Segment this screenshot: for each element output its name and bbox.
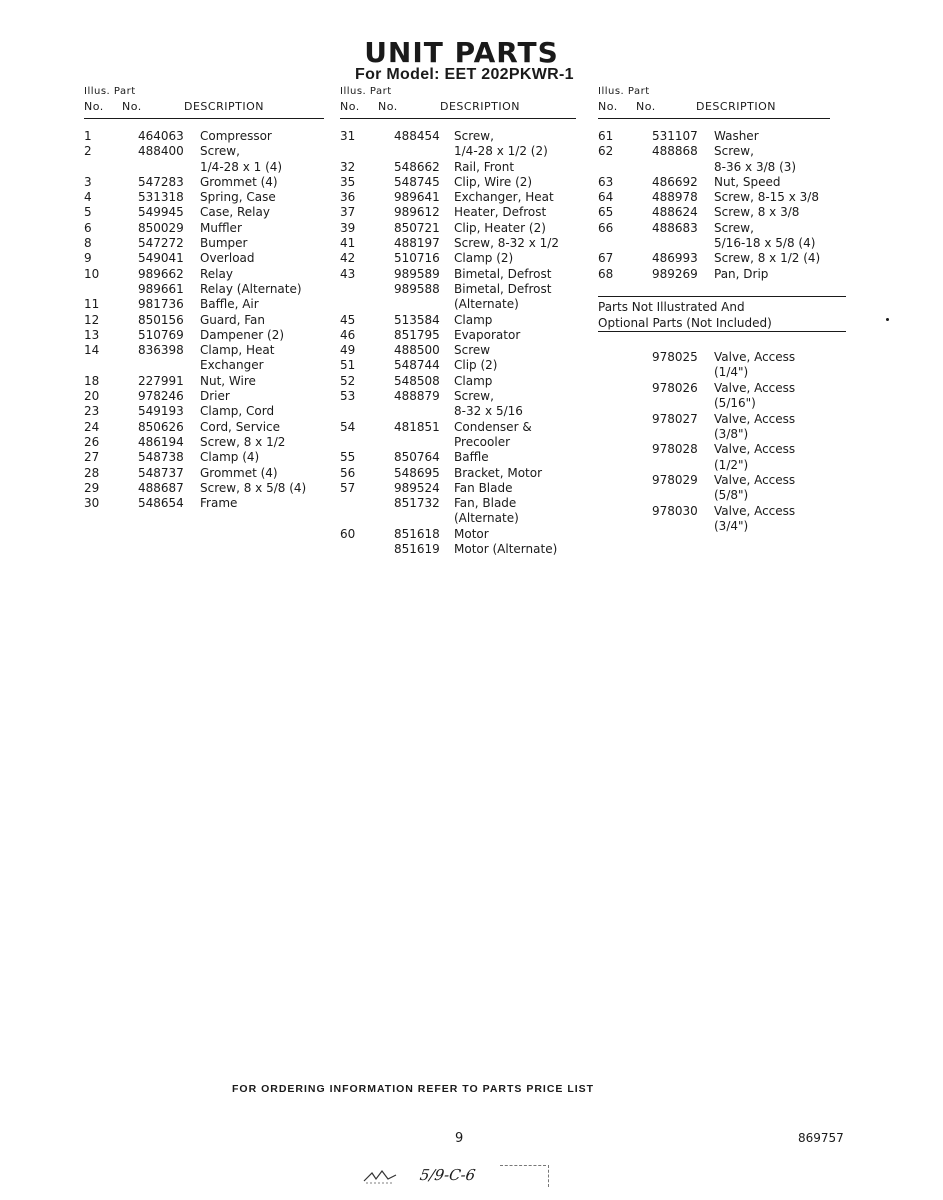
illus-number: 45 (340, 312, 356, 327)
part-description: Heater, Defrost (454, 205, 547, 220)
part-number: 548508 (394, 373, 440, 388)
part-description: Drier (200, 389, 230, 404)
part-description: (3/4") (714, 519, 749, 534)
part-description: (Alternate) (454, 511, 519, 526)
list-item (340, 282, 576, 297)
part-description: Screw, 8 x 1/2 (200, 434, 286, 449)
part-description: Baffle, Air (200, 297, 259, 312)
part-description: Baffle (454, 450, 489, 465)
list-item (84, 420, 324, 435)
illus-number: 41 (340, 236, 356, 251)
list-item (340, 542, 576, 557)
part-description: (5/16") (714, 396, 756, 411)
part-description: Screw, (714, 144, 754, 159)
page-title: UNIT PARTS (364, 36, 559, 69)
ordering-note: FOR ORDERING INFORMATION REFER TO PARTS PRICE LIST (232, 1083, 595, 1095)
part-description: Screw, 8-32 x 1/2 (454, 236, 559, 251)
list-item (598, 350, 848, 365)
parts-list (340, 129, 576, 557)
illus-number: 30 (84, 496, 100, 511)
part-description: (1/4") (714, 365, 749, 380)
list-item (84, 282, 324, 297)
list-item (340, 205, 576, 220)
illus-number: 13 (84, 327, 100, 342)
part-description: Exchanger (200, 358, 264, 373)
part-description: Valve, Access (714, 473, 796, 488)
list-item (598, 488, 848, 503)
part-number: 989661 (138, 281, 184, 296)
header-rule (84, 118, 324, 119)
part-description: Compressor (200, 129, 272, 143)
part-number: 978029 (652, 473, 698, 488)
part-description: Case, Relay (200, 205, 270, 220)
list-item (84, 358, 324, 373)
part-description: Clamp, Cord (200, 404, 275, 419)
list-item (340, 328, 576, 343)
header-rule (598, 118, 830, 119)
optional-parts-list (598, 350, 848, 535)
list-item (84, 190, 324, 205)
part-description: 8-32 x 5/16 (454, 404, 523, 419)
part-number: 547283 (138, 174, 184, 189)
part-description: Clip, Wire (2) (454, 174, 533, 189)
part-description: Motor (454, 526, 489, 541)
illus-number: 11 (84, 297, 100, 312)
part-description: Muffler (200, 220, 242, 235)
illus-number: 9 (84, 251, 92, 266)
list-item (84, 466, 324, 481)
part-number: 978025 (652, 349, 698, 364)
list-item (340, 190, 576, 205)
list-item (598, 190, 848, 205)
list-item (340, 343, 576, 358)
list-item (598, 144, 848, 159)
part-number: 978027 (652, 411, 698, 426)
illus-number: 3 (84, 174, 92, 189)
part-number: 531318 (138, 190, 184, 205)
part-number: 989524 (394, 480, 440, 495)
part-description: Fan Blade (454, 480, 513, 495)
part-description: Clip, Heater (2) (454, 220, 546, 235)
illus-number: 35 (340, 174, 356, 189)
list-item (84, 313, 324, 328)
illus-number: 6 (84, 220, 92, 235)
list-item (598, 396, 848, 411)
list-item (340, 313, 576, 328)
part-number: 486692 (652, 174, 698, 189)
part-number: 547272 (138, 236, 184, 251)
list-item (84, 404, 324, 419)
list-item (340, 175, 576, 190)
part-number: 488879 (394, 389, 440, 404)
part-number: 548737 (138, 465, 184, 480)
part-description: Clip (2) (454, 358, 498, 373)
list-item (84, 267, 324, 282)
list-item (340, 389, 576, 404)
list-item (340, 374, 576, 389)
list-item (340, 466, 576, 481)
part-number: 548695 (394, 465, 440, 480)
illus-part-label: Illus. Part (598, 86, 650, 97)
part-description: Screw, (714, 220, 754, 235)
illus-number: 37 (340, 205, 356, 220)
illus-number: 43 (340, 266, 356, 281)
part-number: 850764 (394, 450, 440, 465)
list-item (340, 236, 576, 251)
part-description: Frame (200, 496, 238, 511)
part-number: 989269 (652, 266, 698, 281)
illus-number: 66 (598, 220, 614, 235)
illus-number: 29 (84, 480, 100, 495)
illus-number: 53 (340, 389, 356, 404)
part-number: 486993 (652, 251, 698, 266)
part-description: (3/8") (714, 426, 749, 441)
list-item (84, 435, 324, 450)
part-description: Valve, Access (714, 503, 796, 518)
illus-number: 5 (84, 205, 92, 220)
list-item (598, 519, 848, 534)
part-number: 978246 (138, 389, 184, 404)
list-item (340, 267, 576, 282)
part-number: 488197 (394, 236, 440, 251)
part-description: 5/16-18 x 5/8 (4) (714, 236, 816, 251)
parts-column-3 (598, 86, 848, 535)
illus-number: 20 (84, 389, 100, 404)
part-description: Spring, Case (200, 190, 276, 205)
part-number: 989589 (394, 266, 440, 281)
list-item (84, 297, 324, 312)
optional-heading-line-1: Parts Not Illustrated And (598, 296, 846, 315)
part-description: 1/4-28 x 1 (4) (200, 159, 283, 174)
illus-number: 68 (598, 266, 614, 281)
illus-part-label: Illus. Part (340, 86, 392, 97)
part-no-label: No. (122, 100, 142, 113)
list-item (340, 297, 576, 312)
part-description: Bracket, Motor (454, 465, 543, 480)
part-description: Bumper (200, 236, 248, 251)
part-description: Clamp, Heat (200, 343, 275, 358)
list-item (598, 175, 848, 190)
part-description: Guard, Fan (200, 312, 265, 327)
list-item (598, 365, 848, 380)
list-item (598, 381, 848, 396)
list-item (84, 328, 324, 343)
part-description: Precooler (454, 434, 511, 449)
list-item (84, 129, 324, 144)
list-item (598, 267, 848, 282)
illus-number: 32 (340, 159, 356, 174)
part-description: Grommet (4) (200, 465, 278, 480)
part-description: Rail, Front (454, 159, 515, 174)
list-item (598, 236, 848, 251)
part-description: Nut, Wire (200, 373, 256, 388)
list-item (340, 358, 576, 373)
list-item (598, 442, 848, 457)
part-description: Valve, Access (714, 442, 796, 457)
illus-number: 2 (84, 144, 92, 159)
list-item (598, 427, 848, 442)
part-description: Clamp (454, 312, 493, 327)
illus-number: 8 (84, 236, 92, 251)
illus-number: 36 (340, 190, 356, 205)
illus-number: 10 (84, 266, 100, 281)
part-number: 548738 (138, 450, 184, 465)
illus-part-label: Illus. Part (84, 86, 136, 97)
illus-number: 51 (340, 358, 356, 373)
part-description: Screw, (454, 129, 494, 143)
illus-number: 1 (84, 129, 92, 143)
part-number: 548744 (394, 358, 440, 373)
part-no-label: No. (636, 100, 656, 113)
list-item (84, 175, 324, 190)
model-subtitle: For Model: EET 202PKWR-1 (355, 66, 574, 83)
illus-number: 39 (340, 220, 356, 235)
dashed-mark (500, 1165, 546, 1166)
list-item (598, 221, 848, 236)
page-number: 9 (455, 1131, 464, 1146)
part-number: 488454 (394, 129, 440, 143)
part-number: 989662 (138, 266, 184, 281)
dashed-tick (548, 1165, 550, 1187)
part-number: 510769 (138, 327, 184, 342)
parts-list (84, 129, 324, 511)
description-label: DESCRIPTION (184, 100, 264, 113)
part-number: 548654 (138, 496, 184, 511)
part-description: Condenser & (454, 419, 532, 434)
list-item (340, 420, 576, 435)
illus-number: 54 (340, 419, 356, 434)
part-description: 1/4-28 x 1/2 (2) (454, 144, 548, 159)
illus-number: 27 (84, 450, 100, 465)
list-item (340, 496, 576, 511)
parts-column-1 (84, 86, 324, 511)
part-description: Valve, Access (714, 411, 796, 426)
part-description: Grommet (4) (200, 174, 278, 189)
list-item (598, 129, 848, 144)
part-description: Washer (714, 129, 759, 143)
part-description: Pan, Drip (714, 266, 769, 281)
list-item (340, 144, 576, 159)
list-item (340, 481, 576, 496)
part-description: Clamp (2) (454, 251, 514, 266)
optional-heading-line-2: Optional Parts (Not Included) (598, 315, 846, 332)
list-item (598, 160, 848, 175)
illus-number: 18 (84, 373, 100, 388)
part-description: Overload (200, 251, 255, 266)
illus-number: 49 (340, 343, 356, 358)
illus-number: 24 (84, 419, 100, 434)
handwritten-note: 5/9-C-6 (418, 1166, 477, 1184)
illus-number: 52 (340, 373, 356, 388)
part-number: 549041 (138, 251, 184, 266)
part-description: Dampener (2) (200, 327, 285, 342)
part-description: Clamp (4) (200, 450, 260, 465)
part-no-label: No. (378, 100, 398, 113)
list-item (598, 458, 848, 473)
column-header (340, 86, 576, 118)
part-number: 510716 (394, 251, 440, 266)
illus-number: 42 (340, 251, 356, 266)
list-item (84, 450, 324, 465)
part-description: Screw, (454, 389, 494, 404)
part-description: Evaporator (454, 327, 521, 342)
part-description: Screw (454, 343, 491, 358)
list-item (598, 473, 848, 488)
illus-number: 26 (84, 434, 100, 449)
illus-number: 67 (598, 251, 614, 266)
part-number: 488687 (138, 480, 184, 495)
description-label: DESCRIPTION (440, 100, 520, 113)
part-number: 464063 (138, 129, 184, 143)
part-description: Cord, Service (200, 419, 281, 434)
illus-number: 60 (340, 526, 356, 541)
illus-number: 61 (598, 129, 614, 143)
list-item (340, 404, 576, 419)
list-item (84, 343, 324, 358)
part-description: 8-36 x 3/8 (3) (714, 159, 797, 174)
part-description: (5/8") (714, 488, 749, 503)
scan-smudge (362, 1167, 398, 1185)
part-number: 488978 (652, 190, 698, 205)
part-description: Nut, Speed (714, 174, 781, 189)
illus-number: 12 (84, 312, 100, 327)
illus-number: 46 (340, 327, 356, 342)
list-item (84, 389, 324, 404)
part-description: Valve, Access (714, 380, 796, 395)
column-header (84, 86, 324, 118)
part-number: 989612 (394, 205, 440, 220)
illus-number: 56 (340, 465, 356, 480)
part-number: 488624 (652, 205, 698, 220)
part-number: 488400 (138, 144, 184, 159)
part-number: 851732 (394, 496, 440, 511)
part-number: 989588 (394, 281, 440, 296)
part-number: 989641 (394, 190, 440, 205)
part-description: (Alternate) (454, 297, 519, 312)
list-item (598, 504, 848, 519)
list-item (340, 527, 576, 542)
illus-number: 31 (340, 129, 356, 143)
part-number: 548662 (394, 159, 440, 174)
parts-list (598, 129, 848, 282)
list-item (84, 251, 324, 266)
part-number: 850626 (138, 419, 184, 434)
illus-number: 63 (598, 174, 614, 189)
part-number: 549945 (138, 205, 184, 220)
list-item (340, 221, 576, 236)
part-description: (1/2") (714, 457, 749, 472)
part-number: 488683 (652, 220, 698, 235)
list-item (84, 221, 324, 236)
part-number: 513584 (394, 312, 440, 327)
part-description: Valve, Access (714, 349, 796, 364)
list-item (598, 205, 848, 220)
part-description: Motor (Alternate) (454, 542, 558, 557)
list-item (84, 236, 324, 251)
part-number: 227991 (138, 373, 184, 388)
illus-number: 57 (340, 480, 356, 495)
list-item (340, 450, 576, 465)
no-label: No. (84, 100, 104, 113)
list-item (84, 160, 324, 175)
part-number: 978028 (652, 442, 698, 457)
list-item (84, 481, 324, 496)
part-number: 836398 (138, 343, 184, 358)
part-number: 850156 (138, 312, 184, 327)
illus-number: 64 (598, 190, 614, 205)
part-description: Relay (200, 266, 233, 281)
part-number: 549193 (138, 404, 184, 419)
header-rule (340, 118, 576, 119)
illus-number: 62 (598, 144, 614, 159)
illus-number: 23 (84, 404, 100, 419)
part-description: Screw, 8 x 3/8 (714, 205, 800, 220)
list-item (340, 251, 576, 266)
part-number: 488500 (394, 343, 440, 358)
part-number: 531107 (652, 129, 698, 143)
no-label: No. (340, 100, 360, 113)
part-number: 481851 (394, 419, 440, 434)
list-item (84, 144, 324, 159)
part-number: 548745 (394, 174, 440, 189)
list-item (84, 496, 324, 511)
list-item (340, 435, 576, 450)
list-item (340, 511, 576, 526)
part-number: 851619 (394, 542, 440, 557)
stray-mark (886, 318, 889, 321)
part-description: Fan, Blade (454, 496, 517, 511)
part-description: Clamp (454, 373, 493, 388)
list-item (598, 412, 848, 427)
list-item (84, 205, 324, 220)
part-number: 488868 (652, 144, 698, 159)
document-number: 869757 (798, 1131, 844, 1145)
part-number: 851795 (394, 327, 440, 342)
part-description: Relay (Alternate) (200, 281, 302, 296)
list-item (84, 374, 324, 389)
list-item (340, 129, 576, 144)
part-description: Exchanger, Heat (454, 190, 554, 205)
part-number: 851618 (394, 526, 440, 541)
list-item (340, 160, 576, 175)
parts-column-2 (340, 86, 576, 557)
illus-number: 65 (598, 205, 614, 220)
no-label: No. (598, 100, 618, 113)
part-description: Screw, 8-15 x 3/8 (714, 190, 819, 205)
optional-parts-section (598, 296, 848, 535)
illus-number: 14 (84, 343, 100, 358)
column-header (598, 86, 848, 118)
part-number: 850721 (394, 220, 440, 235)
illus-number: 28 (84, 465, 100, 480)
part-number: 978030 (652, 503, 698, 518)
part-description: Bimetal, Defrost (454, 281, 552, 296)
part-number: 978026 (652, 380, 698, 395)
illus-number: 4 (84, 190, 92, 205)
description-label: DESCRIPTION (696, 100, 776, 113)
part-description: Screw, 8 x 1/2 (4) (714, 251, 821, 266)
list-item (598, 251, 848, 266)
part-description: Screw, 8 x 5/8 (4) (200, 480, 307, 495)
part-description: Screw, (200, 144, 240, 159)
part-description: Bimetal, Defrost (454, 266, 552, 281)
part-number: 486194 (138, 434, 184, 449)
part-number: 981736 (138, 297, 184, 312)
part-number: 850029 (138, 220, 184, 235)
illus-number: 55 (340, 450, 356, 465)
